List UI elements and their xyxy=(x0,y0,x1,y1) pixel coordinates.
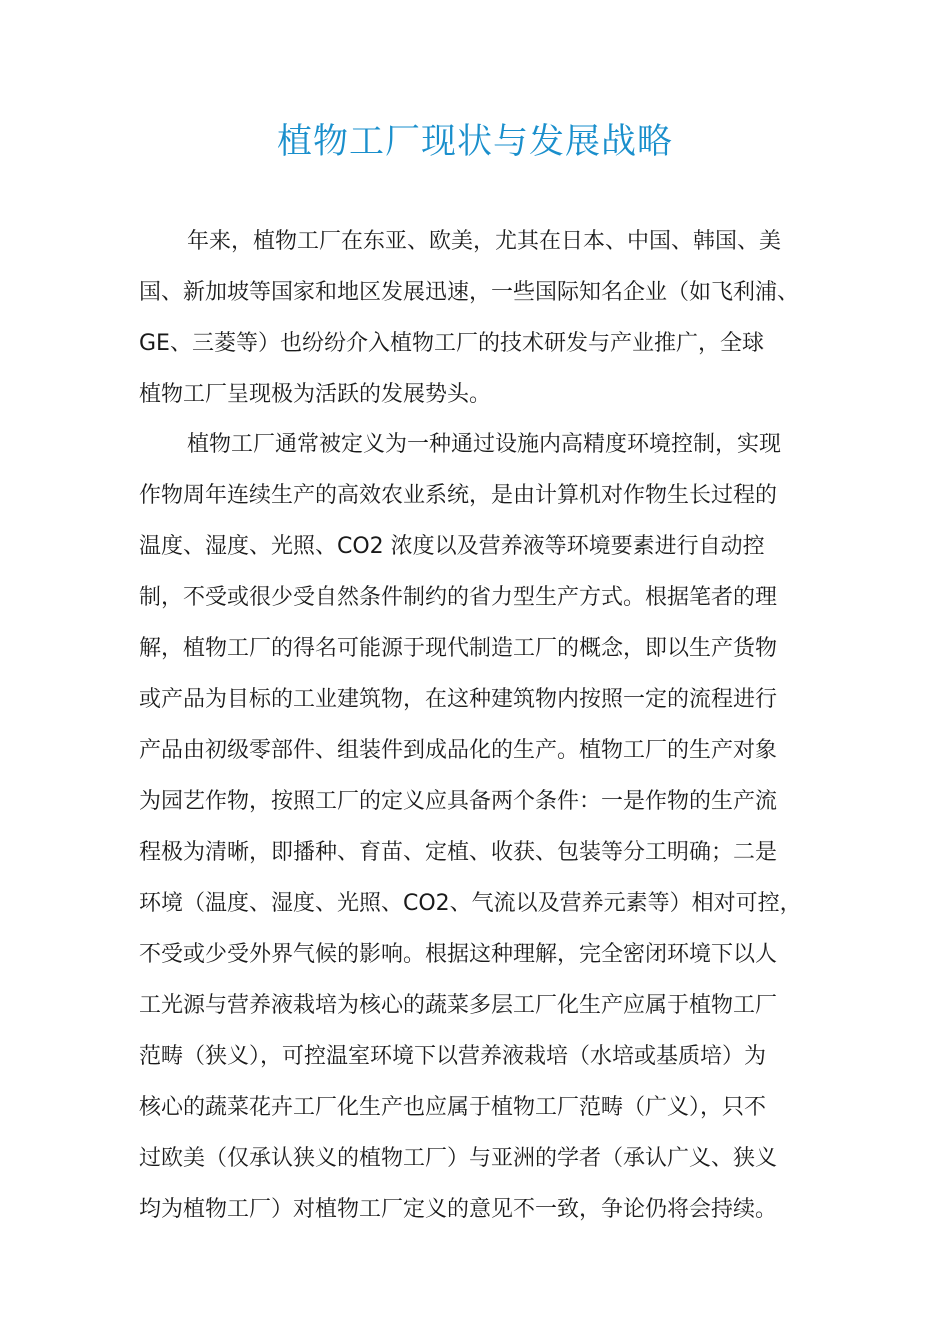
paragraph-line: 工光源与营养液栽培为核心的蔬菜多层工厂化生产应属于植物工厂 xyxy=(139,993,778,1018)
paragraph-line: 或产品为目标的工业建筑物，在这种建筑物内按照一定的流程进行 xyxy=(139,687,778,712)
paragraph-line: 不受或少受外界气候的影响。根据这种理解，完全密闭环境下以人 xyxy=(139,942,778,967)
paragraph-line: 解，植物工厂的得名可能源于现代制造工厂的概念，即以生产货物 xyxy=(139,636,778,661)
paragraph-line: 国、新加坡等国家和地区发展迅速，一些国际知名企业（如飞利浦、 xyxy=(139,280,800,305)
paragraph-line: 均为植物工厂）对植物工厂定义的意见不一致，争论仍将会持续。 xyxy=(139,1197,778,1222)
paragraph-line: 范畴（狭义），可控温室环境下以营养液栽培（水培或基质培）为 xyxy=(139,1044,767,1069)
document-title: 植物工厂现状与发展战略 xyxy=(276,122,673,162)
paragraph-line: 植物工厂通常被定义为一种通过设施内高精度环境控制，实现 xyxy=(187,432,782,457)
paragraph-line: 程极为清晰，即播种、育苗、定植、收获、包装等分工明确；二是 xyxy=(139,840,778,865)
paragraph-line: 植物工厂呈现极为活跃的发展势头。 xyxy=(139,382,492,407)
paragraph-line: 过欧美（仅承认狭义的植物工厂）与亚洲的学者（承认广义、狭义 xyxy=(139,1146,778,1171)
paragraph-line: GE、三菱等）也纷纷介入植物工厂的技术研发与产业推广，全球 xyxy=(139,331,764,356)
paragraph-line: 核心的蔬菜花卉工厂化生产也应属于植物工厂范畴（广义），只不 xyxy=(139,1095,767,1120)
paragraph-1 xyxy=(139,216,829,420)
paragraph-line: 温度、湿度、光照、CO2 浓度以及营养液等环境要素进行自动控 xyxy=(139,534,765,559)
paragraph-line: 作物周年连续生产的高效农业系统，是由计算机对作物生长过程的 xyxy=(139,483,778,508)
paragraph-line: 产品由初级零部件、组装件到成品化的生产。植物工厂的生产对象 xyxy=(139,738,778,763)
paragraph-line: 为园艺作物，按照工厂的定义应具备两个条件：一是作物的生产流 xyxy=(139,789,778,814)
paragraph-line: 制，不受或很少受自然条件制约的省力型生产方式。根据笔者的理 xyxy=(139,585,778,610)
paragraph-line: 环境（温度、湿度、光照、CO2、气流以及营养元素等）相对可控， xyxy=(139,891,802,916)
paragraph-2 xyxy=(139,419,829,1235)
paragraph-line: 年来，植物工厂在东亚、欧美，尤其在日本、中国、韩国、美 xyxy=(187,229,782,254)
